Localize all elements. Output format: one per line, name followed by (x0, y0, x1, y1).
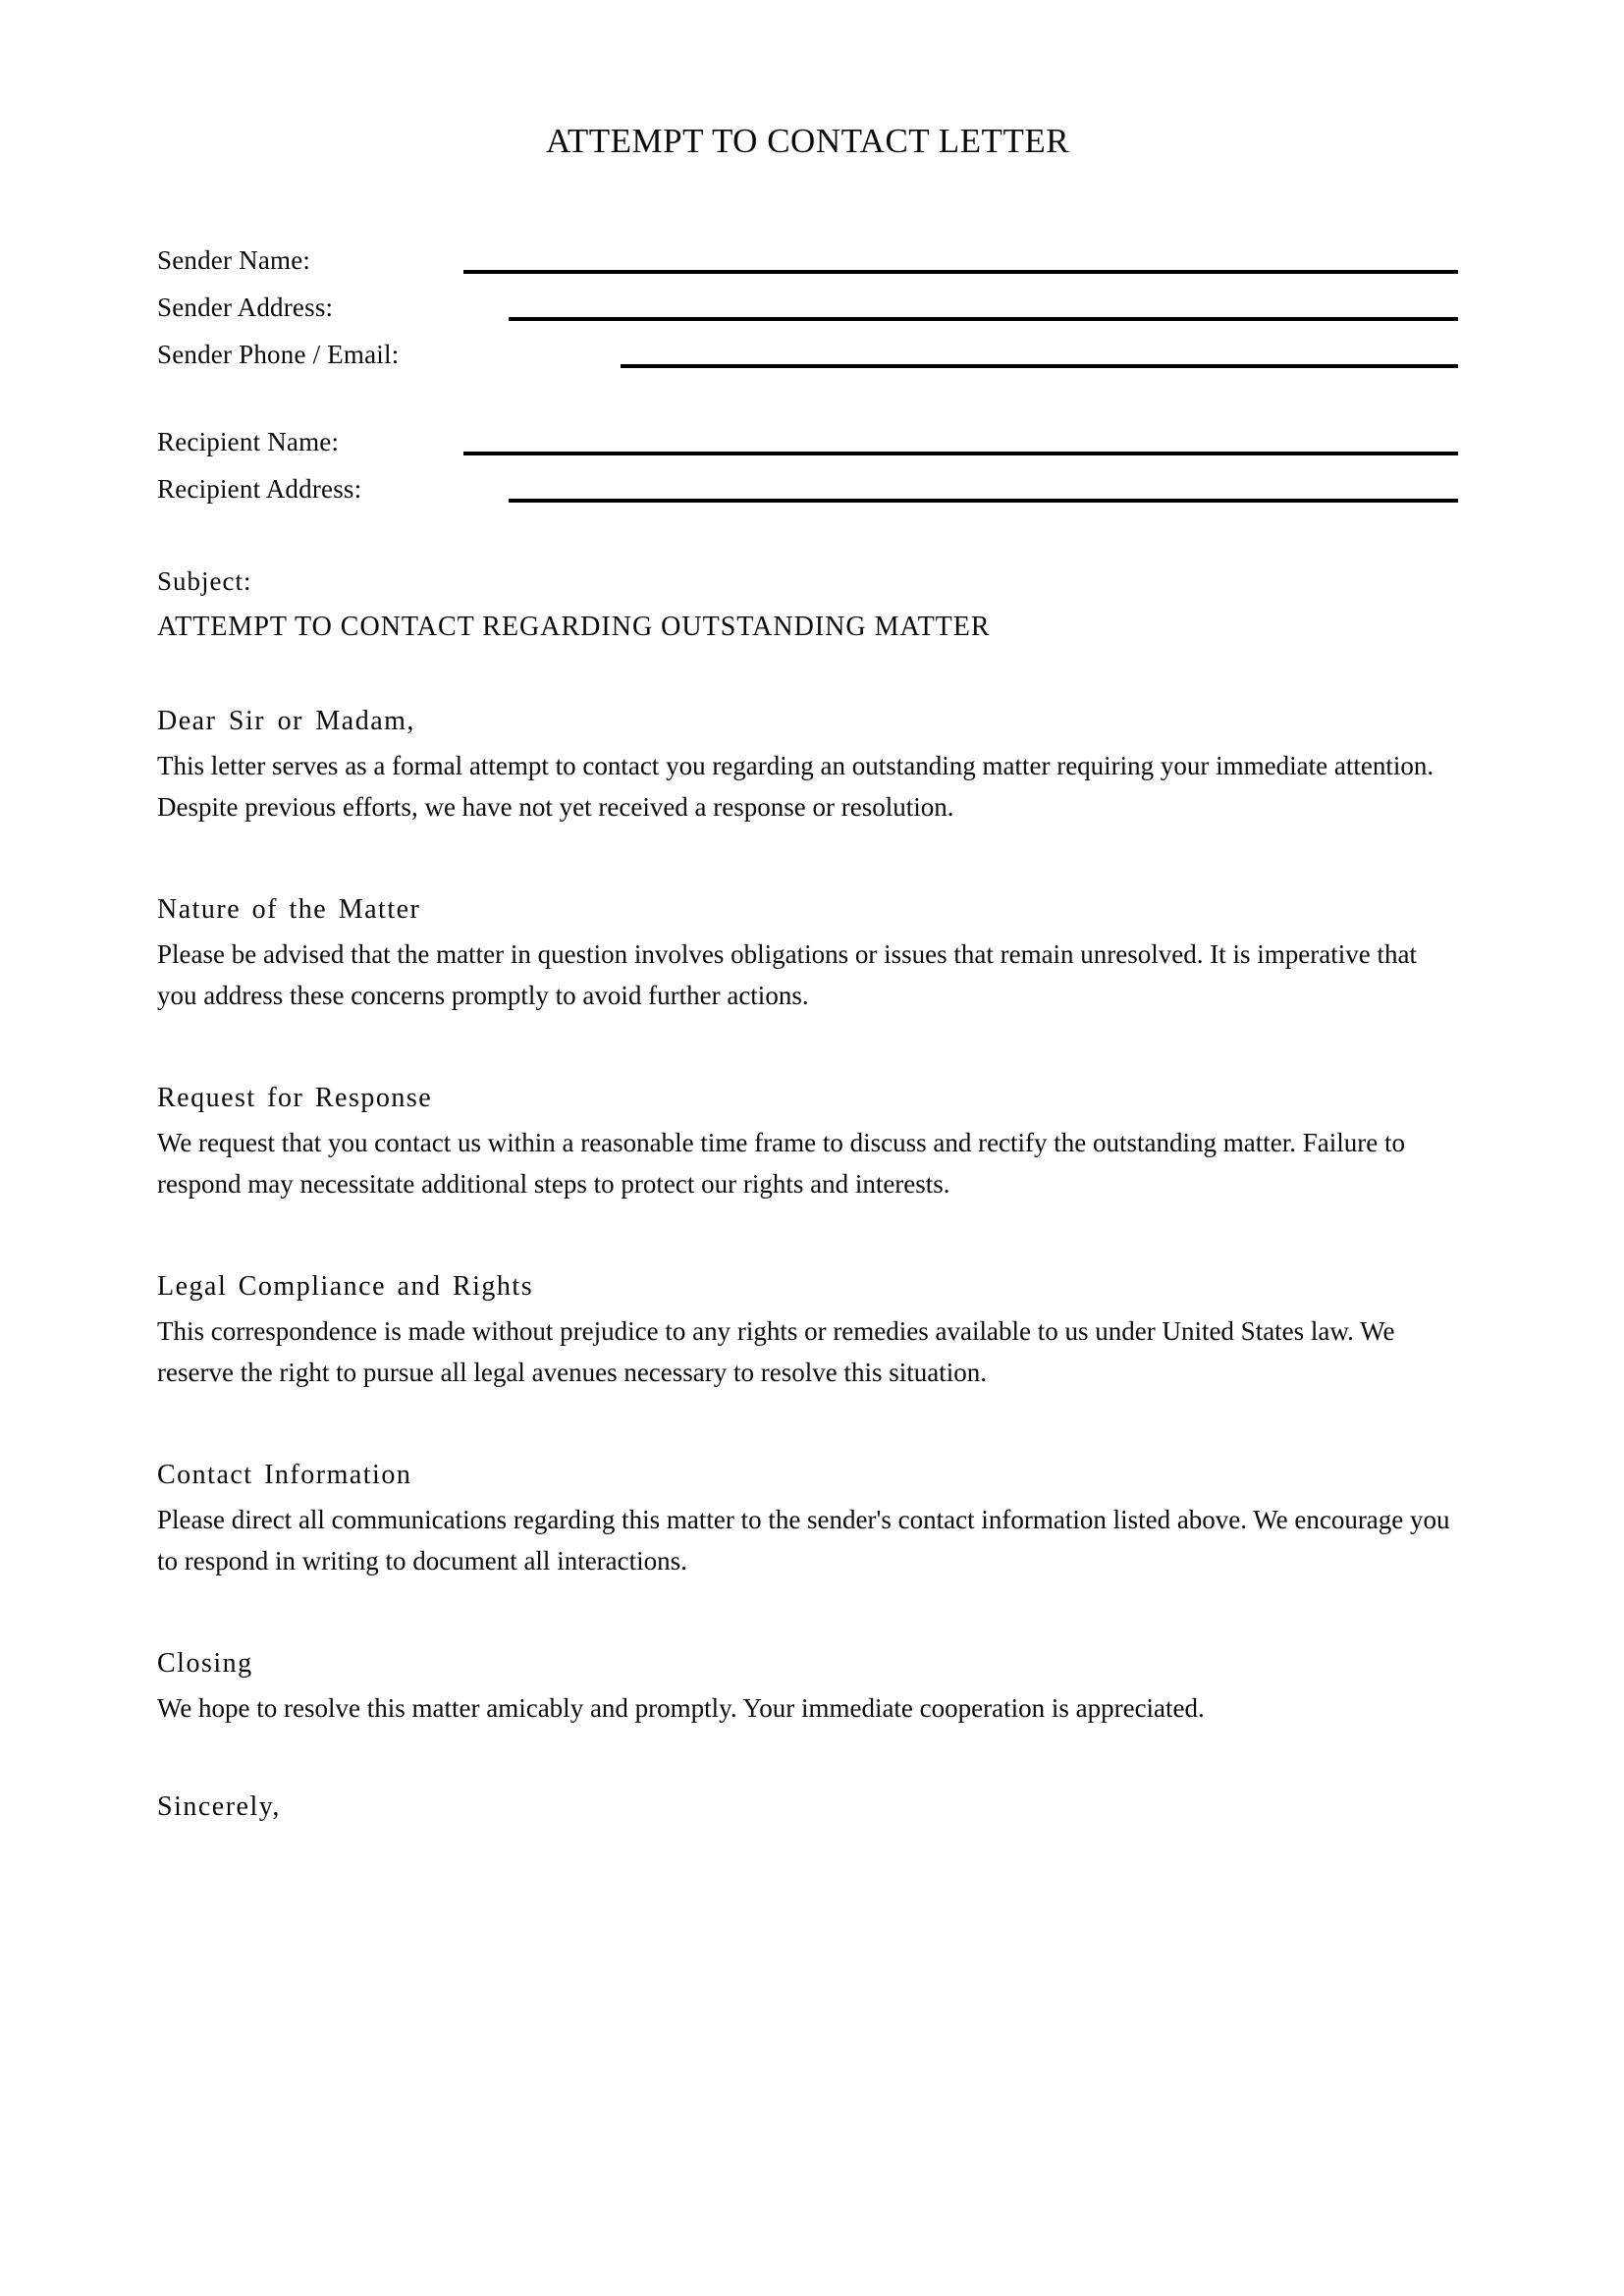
sender-phone-email-fill-line[interactable] (621, 331, 1458, 368)
section-body-nature-of-the-matter: Please be advised that the matter in question involves obligations or issues that remain unresolved. It is imperative that you address these concerns promptly to avoid further actions. (157, 939, 1417, 1010)
section-heading-legal-compliance-and-rights: Legal Compliance and Rights (157, 1271, 534, 1302)
letter-title: ATTEMPT TO CONTACT LETTER (545, 122, 1070, 160)
subject-text: ATTEMPT TO CONTACT REGARDING OUTSTANDING MATTER (157, 612, 991, 642)
recipient-address-fill-line[interactable] (509, 465, 1458, 503)
recipient-address-label: Recipient Address: (157, 474, 362, 504)
field-row-sender-address (157, 284, 1458, 331)
recipient-name-fill-line[interactable] (463, 418, 1458, 455)
sender-address-label: Sender Address: (157, 293, 334, 322)
field-row-sender-phone-email (157, 331, 1458, 378)
section-body-legal-compliance-and-rights: This correspondence is made without prejudice to any rights or remedies available to us under United States law. We reserve the right to pursue all legal avenues necessary to resolve this situation. (157, 1316, 1395, 1387)
sender-fields (157, 237, 1458, 378)
section-heading-contact-information: Contact Information (157, 1460, 412, 1490)
section-heading-nature-of-the-matter: Nature of the Matter (157, 894, 421, 925)
section-body-contact-information: Please direct all communications regarding this matter to the sender's contact information listed above. We encourage you to respond in writing to document all interactions. (157, 1505, 1450, 1575)
section-body-closing: We hope to resolve this matter amicably and promptly. Your immediate cooperation is appreciated. (157, 1693, 1205, 1723)
field-row-recipient-address (157, 465, 1458, 512)
field-row-sender-name (157, 237, 1458, 284)
intro-paragraph: This letter serves as a formal attempt to contact you regarding an outstanding matter requiring your immediate attention. Despite previous efforts, we have not yet received a response or resolution. (157, 751, 1435, 822)
recipient-name-label: Recipient Name: (157, 427, 340, 456)
section-body-request-for-response: We request that you contact us within a reasonable time frame to discuss and rectify the outstanding matter. Failure to respond may necessitate additional steps to protect our rights and interests. (157, 1128, 1405, 1199)
sender-name-label: Sender Name: (157, 245, 311, 275)
field-row-recipient-name (157, 418, 1458, 465)
section-heading-request-for-response: Request for Response (157, 1083, 433, 1113)
sender-address-fill-line[interactable] (509, 284, 1458, 321)
recipient-fields (157, 418, 1458, 512)
sender-phone-email-label: Sender Phone / Email: (157, 340, 400, 369)
section-heading-closing: Closing (157, 1648, 253, 1679)
sender-name-fill-line[interactable] (463, 237, 1458, 274)
subject-label: Subject: (157, 566, 252, 596)
salutation: Dear Sir or Madam, (157, 706, 415, 736)
signoff: Sincerely, (157, 1791, 281, 1822)
subject-block (157, 558, 1458, 650)
